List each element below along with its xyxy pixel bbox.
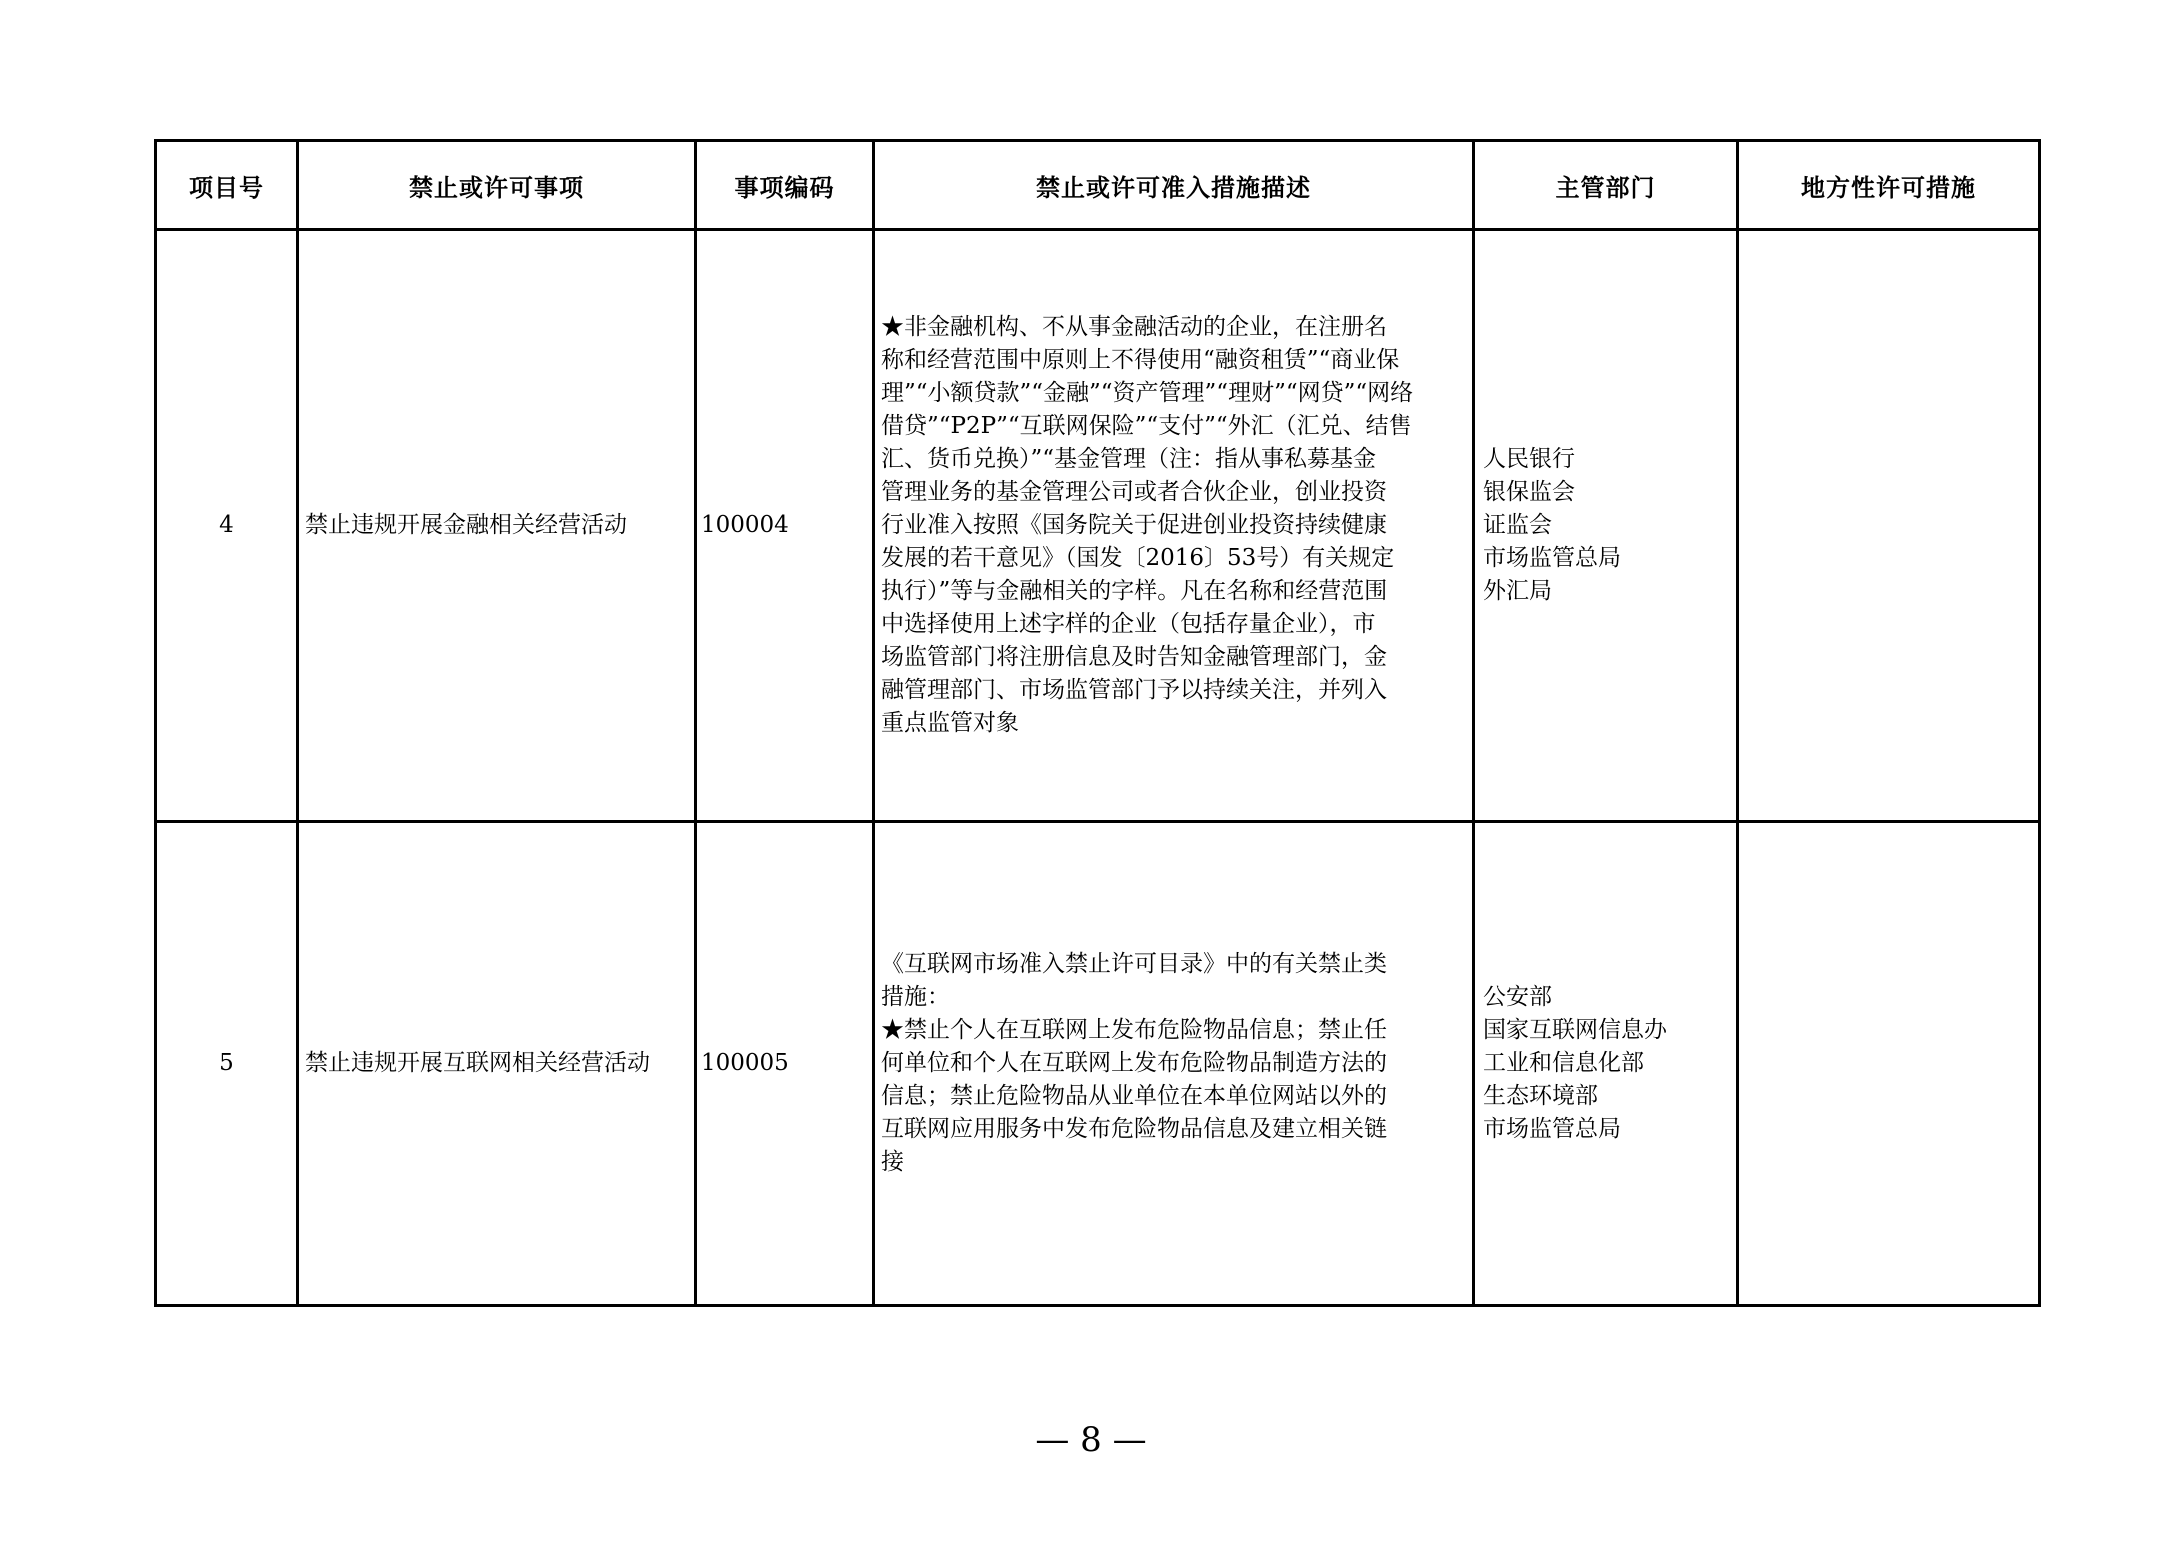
row-description: 《互联网市场准入禁止许可目录》中的有关禁止类 措施： ★禁止个人在互联网上发布危险物品信息；禁止任 何单位和个人在互联网上发布危险物品制造方法的 信息；禁止危险物品从业单位在本单位网站以外的 互联网应用服务中发布危险物品信息及建立相关链 接 (881, 951, 1387, 1175)
row-number: 5 (156, 822, 298, 1306)
table-row (156, 230, 2040, 822)
row-local-measures (1738, 230, 2040, 822)
header-local-measures: 地方性许可措施 (1738, 141, 2040, 230)
header-number: 项目号 (156, 141, 298, 230)
department-name: 外汇局 (1483, 578, 1552, 604)
department-name: 证监会 (1483, 512, 1552, 538)
table-header-row (156, 141, 2040, 230)
department-name: 公安部 (1483, 984, 1552, 1010)
row-code: 100005 (696, 822, 874, 1306)
header-item: 禁止或许可事项 (298, 141, 696, 230)
department-name: 市场监管总局 (1483, 1116, 1621, 1142)
header-code: 事项编码 (696, 141, 874, 230)
department-name: 国家互联网信息办 (1483, 1017, 1667, 1043)
department-name: 人民银行 (1483, 446, 1575, 472)
row-description: ★非金融机构、不从事金融活动的企业，在注册名 称和经营范围中原则上不得使用“融资租赁”“商业保 理”“小额贷款”“金融”“资产管理”“理财”“网贷”“网络 借贷”“P2P”“互联网保险”“支付”“外汇（汇兑、结售 汇、货币兑换）”“基金管理（注：指从事私募基金 管理业务的基金管理公司或者合伙企业，创业投资 行业准入按照《国务院关于促进创业投资持续健康 发展的若干意见》（国发〔2016〕53号）有关规定 执行）”等与金融相关的字样。凡在名称和经营范围 中选择使用上述字样的企业（包括存量企业），市 场监管部门将注册信息及时告知金融管理部门，金 融管理部门、市场监管部门予以持续关注，并列入 重点监管对象 (881, 314, 1414, 736)
row-local-measures (1738, 822, 2040, 1306)
row-description-cell (874, 822, 1474, 1306)
department-name: 银保监会 (1483, 479, 1575, 505)
row-departments (1474, 822, 1738, 1306)
row-code: 100004 (696, 230, 874, 822)
department-name: 工业和信息化部 (1483, 1050, 1644, 1076)
table-row (156, 822, 2040, 1306)
row-number: 4 (156, 230, 298, 822)
market-access-table (154, 139, 2041, 1307)
row-departments (1474, 230, 1738, 822)
row-description-cell (874, 230, 1474, 822)
page-number: — 8 — (1035, 1420, 1147, 1460)
row-item: 禁止违规开展互联网相关经营活动 (298, 822, 696, 1306)
row-item: 禁止违规开展金融相关经营活动 (298, 230, 696, 822)
department-name: 市场监管总局 (1483, 545, 1621, 571)
header-department: 主管部门 (1474, 141, 1738, 230)
header-description: 禁止或许可准入措施描述 (874, 141, 1474, 230)
department-name: 生态环境部 (1483, 1083, 1598, 1109)
